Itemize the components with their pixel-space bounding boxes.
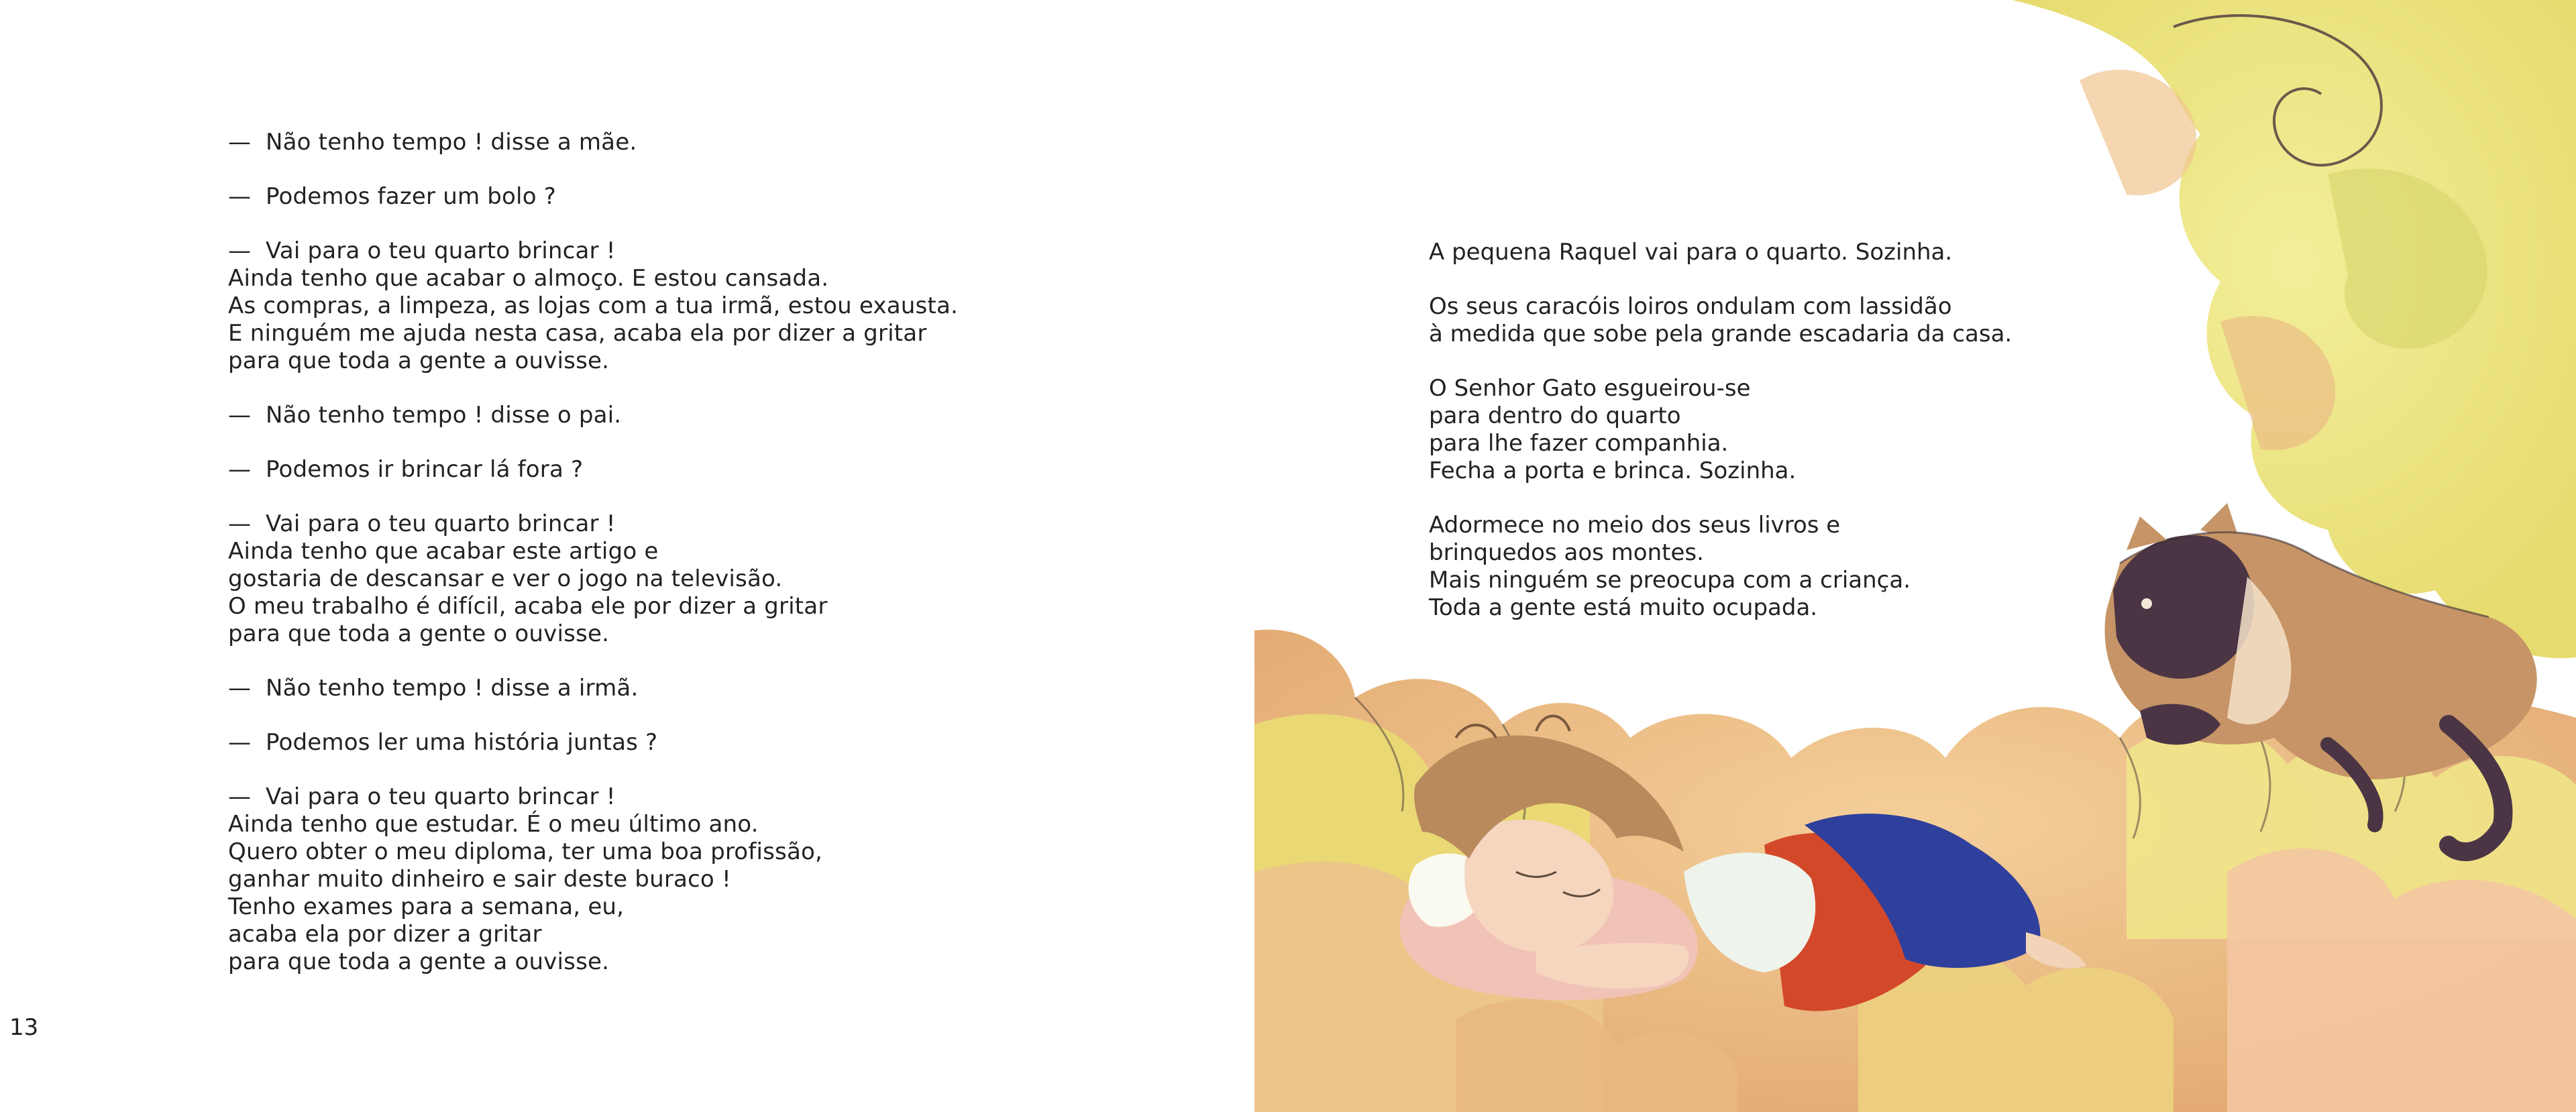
dialogue-paragraph: [228, 510, 1234, 648]
dialogue-paragraph: [228, 675, 1234, 702]
narrative-paragraph: [1429, 375, 2100, 485]
dialogue-paragraph: [228, 237, 1234, 375]
text-line: [228, 510, 1234, 538]
text-line: Os seus caracóis loiros ondulam com lassidão: [1429, 293, 1952, 320]
text: Podemos ir brincar lá fora ?: [266, 456, 584, 483]
cat-eye: [2141, 598, 2152, 609]
text-line: Mais ninguém se preocupa com a criança.: [1429, 567, 1911, 594]
dialogue-paragraph: [228, 729, 1234, 757]
text-line: As compras, a limpeza, as lojas com a tua irmã, estou exausta.: [228, 292, 958, 319]
dash: —: [228, 783, 252, 810]
dialogue-paragraph: [228, 183, 1234, 211]
text-line: acaba ela por dizer a gritar: [228, 921, 542, 948]
text-line: E ninguém me ajuda nesta casa, acaba ela por dizer a gritar: [228, 320, 927, 347]
text-line: Ainda tenho que estudar. É o meu último ano.: [228, 811, 759, 838]
dialogue-paragraph: [228, 456, 1234, 484]
text-line: Ainda tenho que acabar este artigo e: [228, 538, 659, 565]
text-line: Toda a gente está muito ocupada.: [1429, 594, 1818, 621]
text-line: ganhar muito dinheiro e sair deste buraco !: [228, 866, 731, 893]
text-line: à medida que sobe pela grande escadaria da casa.: [1429, 321, 2012, 347]
text-line: [228, 729, 1234, 757]
text: Vai para o teu quarto brincar !: [266, 510, 616, 537]
text-line: [228, 675, 1234, 702]
text: Vai para o teu quarto brincar !: [266, 237, 616, 264]
text: Vai para o teu quarto brincar !: [266, 783, 616, 810]
narrative-paragraph: [1429, 512, 2100, 622]
text-line: para dentro do quarto: [1429, 402, 1681, 429]
text-line: gostaria de descansar e ver o jogo na televisão.: [228, 565, 783, 592]
right-page-text: [1429, 239, 2100, 649]
text-line: para que toda a gente a ouvisse.: [228, 948, 610, 975]
text-line: Adormece no meio dos seus livros e: [1429, 512, 1841, 539]
dash: —: [228, 402, 252, 429]
dash: —: [228, 456, 252, 483]
narrative-paragraph: [1429, 293, 2100, 348]
left-page-text: [228, 129, 1234, 1003]
dialogue-paragraph: [228, 402, 1234, 429]
text-line: [228, 183, 1234, 211]
text-line: para que toda a gente a ouvisse.: [228, 347, 610, 374]
page-number: 13: [9, 1014, 39, 1041]
text-line: [228, 237, 1234, 265]
text-line: Fecha a porta e brinca. Sozinha.: [1429, 457, 1796, 484]
dash: —: [228, 729, 252, 756]
text-line: Ainda tenho que acabar o almoço. E estou cansada.: [228, 265, 829, 292]
text-line: [228, 129, 1234, 156]
dash: —: [228, 510, 252, 537]
dash: —: [228, 183, 252, 210]
dash: —: [228, 675, 252, 702]
text: Podemos fazer um bolo ?: [266, 183, 556, 210]
text-line: Quero obter o meu diploma, ter uma boa profissão,: [228, 838, 822, 865]
text-line: A pequena Raquel vai para o quarto. Sozinha.: [1429, 239, 1953, 266]
dash: —: [228, 237, 252, 264]
text-line: [228, 783, 1234, 811]
text-line: Tenho exames para a semana, eu,: [228, 893, 625, 920]
text-line: O meu trabalho é difícil, acaba ele por dizer a gritar: [228, 593, 828, 620]
text-line: O Senhor Gato esgueirou-se: [1429, 375, 1751, 402]
text-line: [228, 456, 1234, 484]
text: Não tenho tempo ! disse a irmã.: [266, 675, 639, 702]
text: Não tenho tempo ! disse a mãe.: [266, 129, 637, 156]
dialogue-paragraph: [228, 783, 1234, 976]
narrative-paragraph: [1429, 239, 2100, 266]
text-line: [228, 402, 1234, 429]
dialogue-paragraph: [228, 129, 1234, 156]
text-line: para lhe fazer companhia.: [1429, 430, 1729, 457]
text: Não tenho tempo ! disse o pai.: [266, 402, 622, 429]
text-line: brinquedos aos montes.: [1429, 539, 1704, 566]
text-line: para que toda a gente o ouvisse.: [228, 620, 610, 647]
text: Podemos ler uma história juntas ?: [266, 729, 658, 756]
dash: —: [228, 129, 252, 156]
